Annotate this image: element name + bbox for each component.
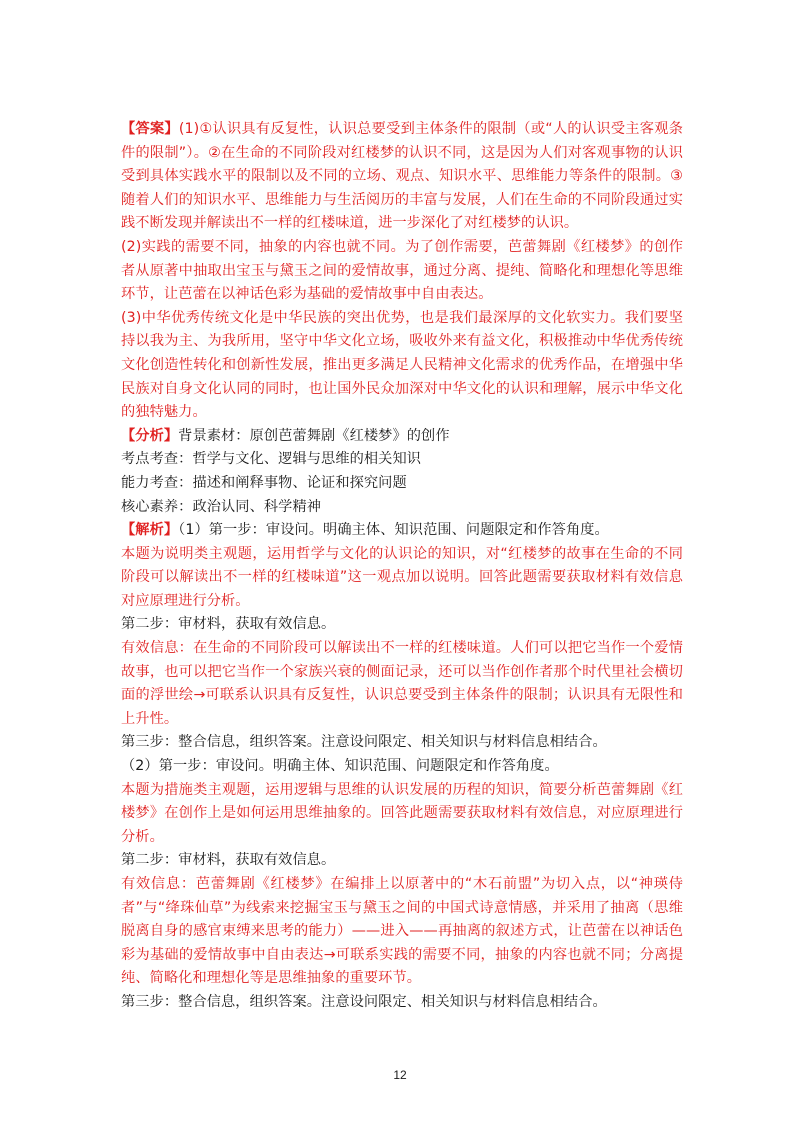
- analysis-background-text: 背景素材：原创芭蕾舞剧《红楼梦》的创作: [178, 427, 450, 444]
- explanation-tag: 【解析】: [121, 522, 179, 539]
- explanation-q1-step2-body: 有效信息：在生命的不同阶段可以解读出不一样的红楼味道。人们可以把它当作一个爱情故事，也可以把它当作一个家族兴衰的侧面记录，还可以当作创作者那个时代里社会横切面的浮世绘→可联系认识具有反复性，认识总要受到主体条件的限制；认识具有无限性和上升性。: [121, 640, 683, 727]
- explanation-q1-step1-body: 本题为说明类主观题，运用哲学与文化的认识论的知识，对“红楼梦的故事在生命的不同阶段可以解读出不一样的红楼味道”这一观点加以说明。回答此题需要获取材料有效信息对应原理进行分析。: [121, 545, 683, 609]
- explanation-q2-step3: 第三步：整合信息，组织答案。注意设问限定、相关知识与材料信息相结合。: [121, 993, 607, 1010]
- explanation-q2-step2-body: 有效信息：芭蕾舞剧《红楼梦》在编排上以原著中的“木石前盟”为切入点，以“神瑛侍者”与“绛珠仙草”为线索来挖掘宝玉与黛玉之间的中国式诗意情感，并采用了抽离（思维脱离自身的感官束缚来思考的能力）——进入——再抽离的叙述方式，让芭蕾在以神话色彩为基础的爱情故事中自由表达→可联系实践的需要不同，抽象的内容也就不同；分离提纯、简略化和理想化等是思维抽象的重要环节。: [121, 876, 683, 987]
- answer-paragraph-2: (2)实践的需要不同，抽象的内容也就不同。为了创作需要，芭蕾舞剧《红楼梦》的创作者从原著中抽取出宝玉与黛玉之间的爱情故事，通过分离、提纯、简略化和理想化等思维环节，让芭蕾在以神话色彩为基础的爱情故事中自由表达。: [121, 238, 683, 303]
- analysis-core-literacy: 核心素养：政治认同、科学精神: [121, 498, 322, 515]
- page-content: [121, 118, 683, 1015]
- answer-text-1: (1)①认识具有反复性，认识总要受到主体条件的限制（或“人的认识受主客观条件的限制”）。②在生命的不同阶段对红楼梦的认识不同，这是因为人们对客观事物的认识受到具体实践水平的限制以及不同的立场、观点、知识水平、思维能力等条件的限制。③随着人们的知识水平、思维能力与生活阅历的丰富与发展，人们在生命的不同阶段通过实践不断发现并解读出不一样的红楼味道，进一步深化了对红楼梦的认识。: [121, 121, 683, 232]
- explanation-q1-step1: [121, 519, 683, 543]
- page-number: 12: [393, 1068, 407, 1082]
- explanation-q1-step3: 第三步：整合信息，组织答案。注意设问限定、相关知识与材料信息相结合。: [121, 734, 607, 751]
- analysis-ability: 能力考查：描述和阐释事物、论证和探究问题: [121, 474, 407, 491]
- analysis-background: [121, 425, 683, 449]
- explanation-q1-step2: 第二步：审材料，获取有效信息。: [121, 616, 336, 633]
- explanation-q1-step1-text: （1）第一步：审设问。明确主体、知识范围、问题限定和作答角度。: [178, 522, 609, 539]
- answer-tag: 【答案】: [121, 121, 179, 137]
- analysis-exam-points: 考点考查：哲学与文化、逻辑与思维的相关知识: [121, 451, 422, 468]
- answer-paragraph-1: [121, 118, 683, 236]
- answer-paragraph-3: (3)中华优秀传统文化是中华民族的突出优势，也是我们最深厚的文化软实力。我们要坚持以我为主、为我所用，坚守中华文化立场，吸收外来有益文化，积极推动中华优秀传统文化创造性转化和创新性发展，推出更多满足人民精神文化需求的优秀作品，在增强中华民族对自身文化认同的同时，也让国外民众加深对中华文化的认识和理解，展示中华文化的独特魅力。: [121, 309, 683, 421]
- analysis-tag: 【分析】: [121, 427, 179, 444]
- explanation-q2-step2: 第二步：审材料，获取有效信息。: [121, 852, 336, 869]
- explanation-q2-step1-body: 本题为措施类主观题，运用逻辑与思维的认识发展的历程的知识，简要分析芭蕾舞剧《红楼梦》在创作上是如何运用思维抽象的。回答此题需要获取材料有效信息，对应原理进行分析。: [121, 781, 683, 845]
- explanation-q2-step1: （2）第一步：审设问。明确主体、知识范围、问题限定和作答角度。: [121, 758, 559, 775]
